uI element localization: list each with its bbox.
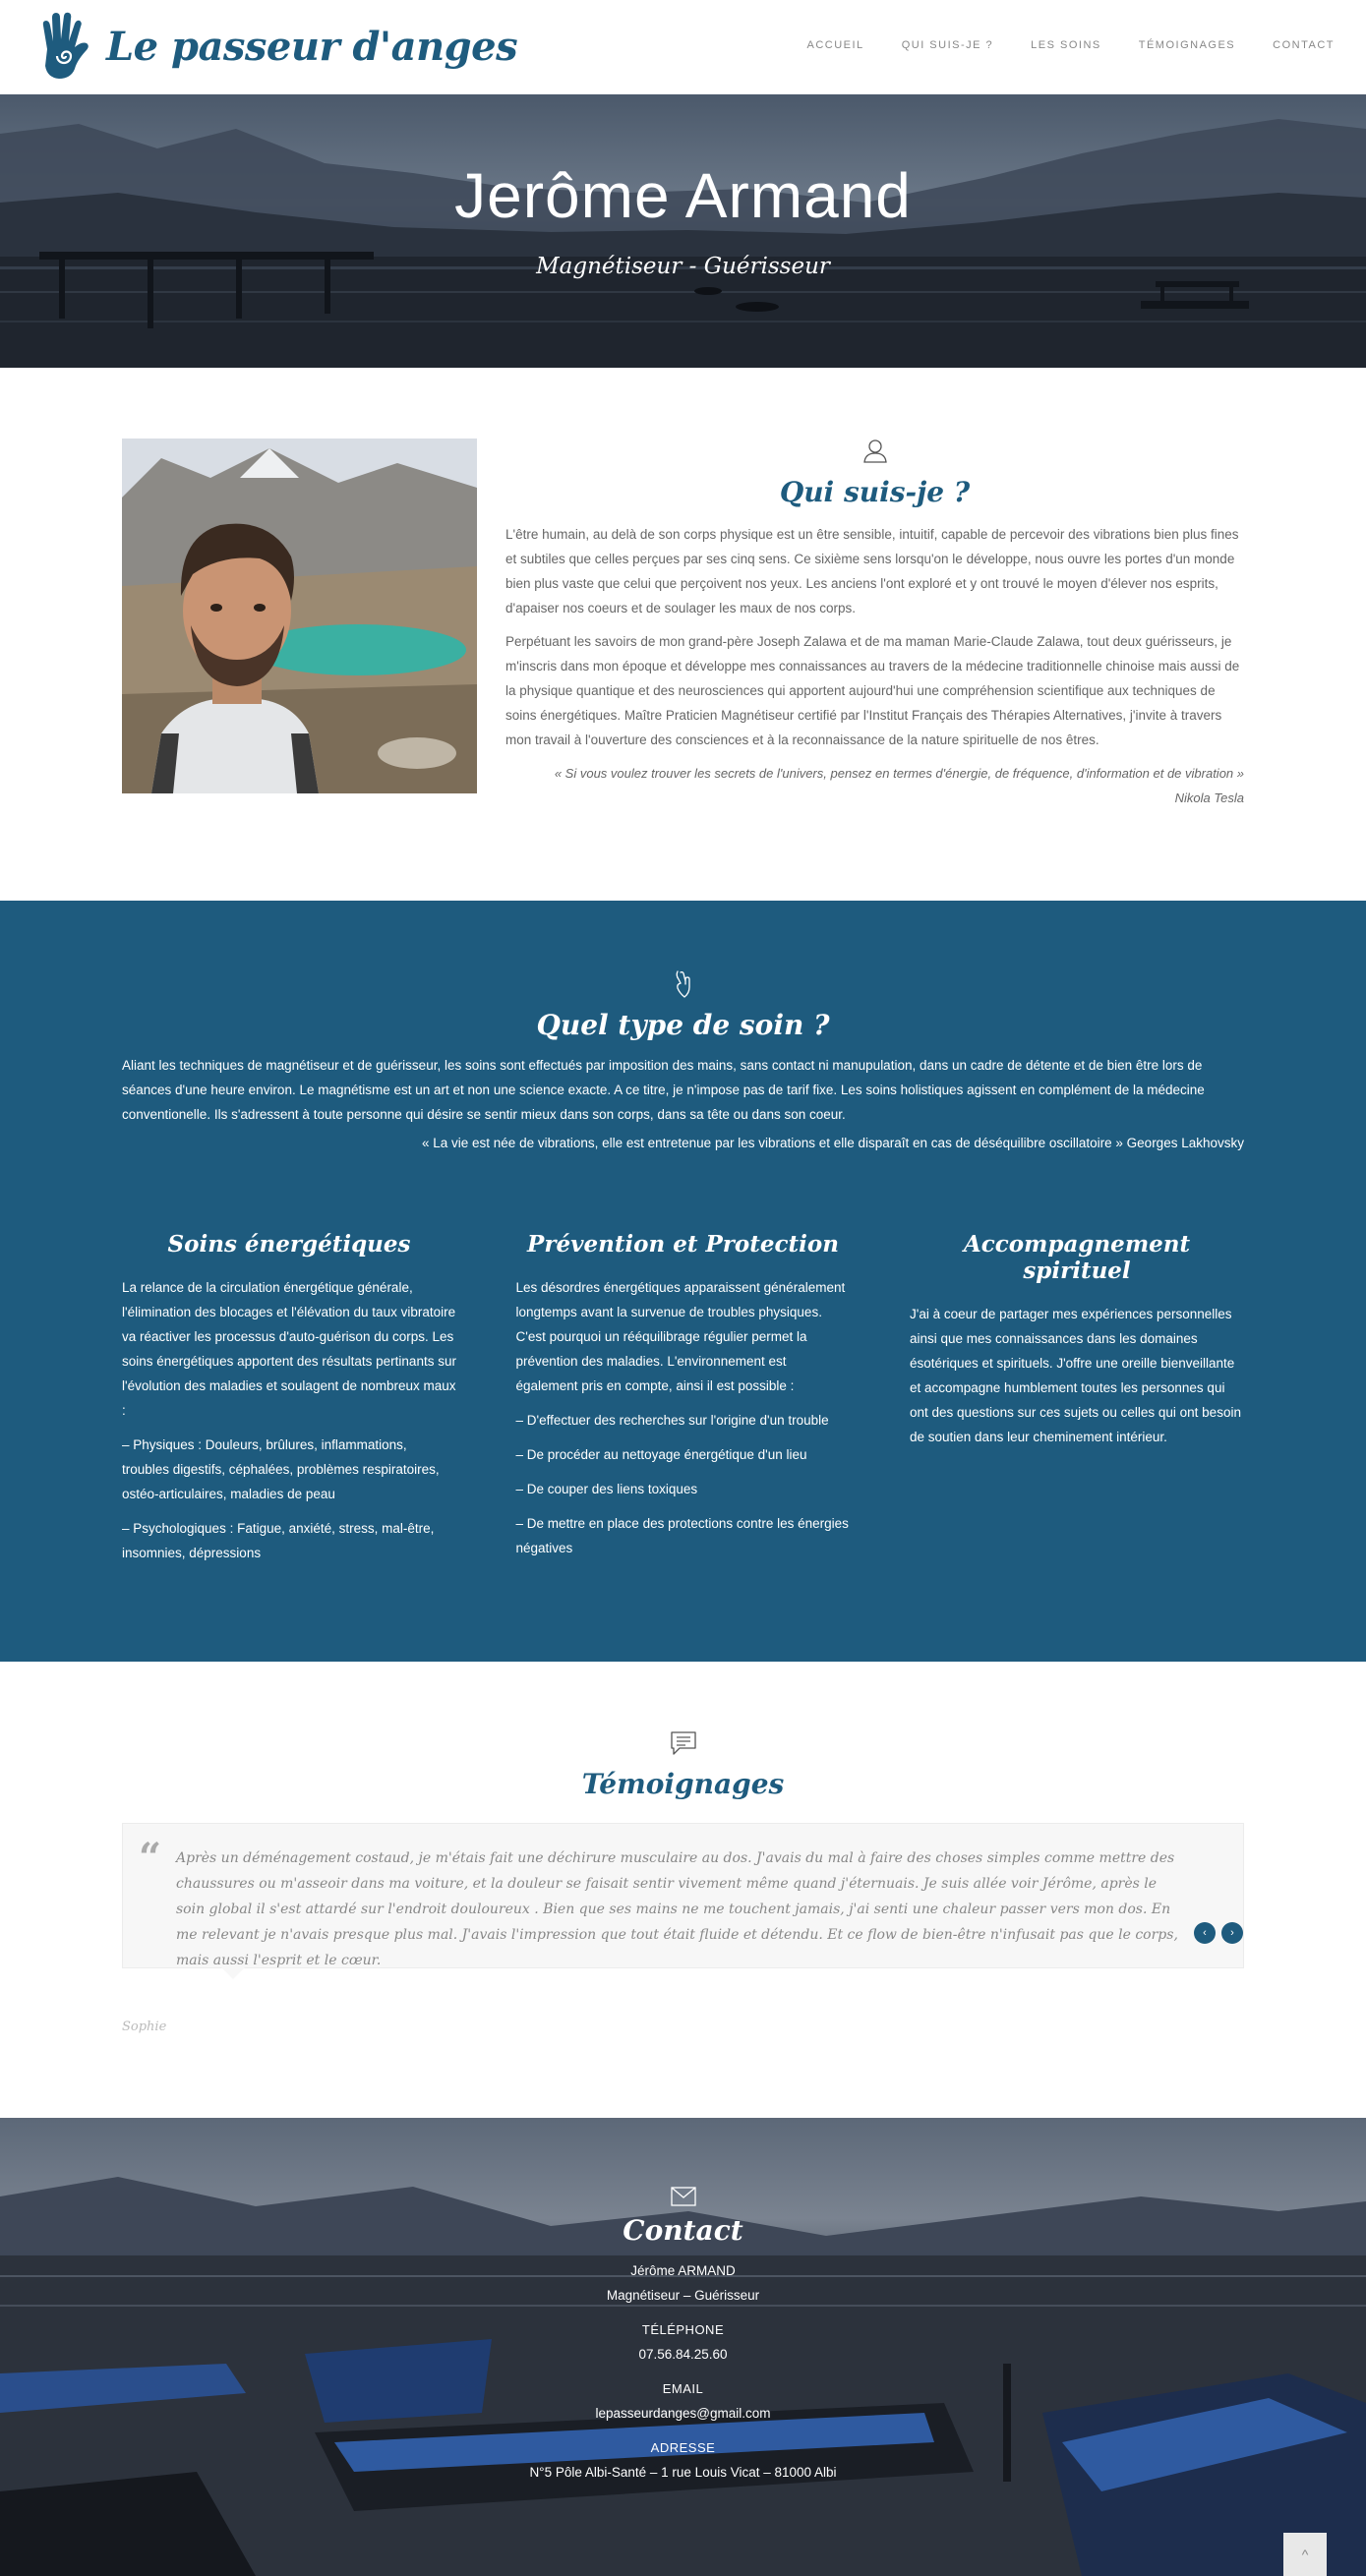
email-value[interactable]: lepasseurdanges@gmail.com (595, 2406, 771, 2421)
prev-arrow-icon[interactable]: ‹ (1194, 1922, 1216, 1944)
menu-item-les-soins[interactable]: LES SOINS (1031, 39, 1101, 51)
hero-subtitle: Magnétiseur - Guérisseur (536, 254, 830, 279)
portrait-photo (122, 439, 477, 793)
testimonial-card (122, 1823, 1244, 1968)
soins-title: Quel type de soin ? (536, 1009, 830, 1041)
column-title: Soins énergétiques (167, 1231, 411, 1258)
soins-intro: Aliant les techniques de magnétiseur et de guérisseur, les soins sont effectués par imposition des mains, sans contact ni manupulation, dans un cadre de détente et de bien être lors de séances d'une heure environ. Le magnétisme est un art et non une science exacte. A ce titre, je n'impose pas de tarif fixe. Les soins holistiques agissent en complément de la médecine conventionelle. Ils s'adressent à toute personne qui désire se sentir mieux dans son corps, dans sa tête ou dans son coeur. (122, 1058, 1205, 1122)
menu-item-accueil[interactable]: ACCUEIL (806, 39, 864, 51)
tesla-quote: « Si vous voulez trouver les secrets de l'univers, pensez en termes d'énergie, de fréquence, d'information et de vibration » (554, 766, 1244, 781)
testimonial-author: Sophie (122, 2020, 167, 2034)
about-section (0, 368, 1366, 901)
testimonials-section (0, 1662, 1366, 2118)
testimonials-title: Témoignages (581, 1768, 785, 1800)
contact-title: Contact (623, 2214, 743, 2247)
quote-mark-icon: “ (139, 1835, 162, 1881)
top-nav (0, 0, 1366, 94)
column-prevention (516, 1231, 851, 1575)
carousel-controls (1194, 1922, 1243, 1944)
portrait-image (122, 439, 477, 793)
column-paragraph: – D'effectuer des recherches sur l'origine d'un trouble (515, 1413, 829, 1428)
phone-value[interactable]: 07.56.84.25.60 (638, 2347, 728, 2362)
about-text-block (505, 437, 1244, 810)
hero-banner (0, 94, 1366, 368)
logo-text: Le passeur d'anges (106, 23, 518, 70)
email-label: EMAIL (662, 2381, 704, 2396)
column-paragraph: J'ai à coeur de partager mes expériences personnelles ainsi que mes connaissances dans les domaines ésotériques et spirituels. J'offre une oreille bienveillante et accompagne humblement toutes les personnes qui ont des questions sur ces sujets ou celles qui ont besoin de soutien dans leur cheminement intérieur. (910, 1307, 1241, 1444)
contact-name: Jérôme ARMAND (630, 2263, 736, 2278)
column-title: Prévention et Protection (527, 1231, 839, 1258)
column-paragraph: Les désordres énergétiques apparaissent généralement longtemps avant la survenue de troubles physiques. C'est pourquoi un rééquilibrage régulier permet la prévention des maladies. L'environnement est également pris en compte, ainsi il est possible : (515, 1280, 846, 1393)
column-paragraph: – De procéder au nettoyage énergétique d'un lieu (515, 1447, 807, 1462)
chat-icon (670, 1730, 697, 1756)
hero-title: Jerôme Armand (454, 160, 912, 231)
column-paragraph: – Physiques : Douleurs, brûlures, inflammations, troubles digestifs, céphalées, problèmes respiratoires, ostéo-articulaires, maladies de peau (122, 1437, 440, 1501)
about-paragraph: L'être humain, au delà de son corps physique est un être sensible, intuitif, capable de percevoir des vibrations bien plus fines et subtiles que celles perçues par ses cinq sens. Ce sixième sens lorsqu'on le développe, nous ouvre les portes d'un monde bien plus vaste que celui que perçoivent nos yeux. Les anciens l'ont exploré et y ont trouvé le moyen d'élever nos esprits, d'apaiser nos coeurs et de soulager les maux de nos corps. (505, 527, 1239, 615)
tesla-quote-author: Nikola Tesla (1174, 790, 1244, 805)
address-label: ADRESSE (650, 2440, 716, 2455)
column-accompagnement (910, 1231, 1244, 1575)
column-soins-energetiques (122, 1231, 456, 1575)
column-title: Accompagnement spirituel (963, 1231, 1191, 1284)
main-menu (807, 39, 1336, 51)
next-arrow-icon[interactable]: › (1221, 1922, 1243, 1944)
menu-item-temoignages[interactable]: TÉMOIGNAGES (1138, 39, 1236, 51)
soins-columns (122, 1231, 1244, 1575)
hand-icon (673, 969, 694, 999)
envelope-icon (671, 2187, 696, 2206)
address-value: N°5 Pôle Albi-Santé – 1 rue Louis Vicat – 81000 Albi (529, 2465, 837, 2480)
hand-logo-icon (37, 12, 92, 81)
column-paragraph: – De couper des liens toxiques (515, 1482, 698, 1496)
user-icon (861, 437, 889, 464)
lakhovsky-quote: « La vie est née de vibrations, elle est entretenue par les vibrations et elle disparaît en cas de déséquilibre oscillatoire » Georges Lakhovsky (422, 1136, 1244, 1150)
soins-section (0, 901, 1366, 1662)
back-to-top-button[interactable]: ^ (1283, 2533, 1327, 2576)
contact-section (0, 2118, 1366, 2576)
column-paragraph: – Psychologiques : Fatigue, anxiété, stress, mal-être, insomnies, dépressions (122, 1521, 435, 1560)
about-title: Qui suis-je ? (779, 476, 971, 508)
testimonial-text: Après un déménagement costaud, je m'étais fait une déchirure musculaire au dos. J'avais du mal à faire des choses simples comme mettre des chaussures ou m'asseoir dans ma voiture, et la douleur se faisait sentir vivement même quand j'éternuais. Je suis allée voir Jérôme, après le soin global il s'est attardé sur l'endroit douloureux . Bien que ses mains ne me touchent jamais, j'ai senti une chaleur passer vers mon dos. En me relevant je n'avais presque plus mal. J'avais l'impression que tout était fluide et détendu. Et ce flow de bien-être n'infusait pas que le corps, mais aussi l'esprit et le cœur. (176, 1850, 1178, 1968)
contact-role: Magnétiseur – Guérisseur (606, 2288, 760, 2303)
contact-block (0, 2187, 1366, 2485)
menu-item-qui-suis-je[interactable]: QUI SUIS-JE ? (901, 39, 994, 51)
menu-item-contact[interactable]: CONTACT (1273, 39, 1335, 51)
phone-label: TÉLÉPHONE (641, 2322, 725, 2337)
about-paragraph: Perpétuant les savoirs de mon grand-père Joseph Zalawa et de ma maman Marie-Claude Zalawa, tout deux guérisseurs, je m'inscris dans mon époque et développe mes connaissances au travers de la médecine traditionnelle chinoise mais aussi de la physique quantique et des neurosciences qui apportent aujourd'hui une compréhension scientifique aux techniques de soins énergétiques. Maître Praticien Magnétiseur certifié par l'Institut Français des Thérapies Alternatives, j'invite à travers mon travail à l'ouverture des consciences et à la reconnaissance de la nature spirituelle de nos êtres. (505, 634, 1240, 747)
logo[interactable] (37, 12, 517, 81)
column-paragraph: – De mettre en place des protections contre les énergies négatives (515, 1516, 849, 1555)
column-paragraph: La relance de la circulation énergétique générale, l'élimination des blocages et l'élévation du taux vibratoire va réactiver les processus d'auto-guérison du corps. Les soins énergétiques apportent des résultats pertinants sur l'évolution des maladies et soulagent de nombreux maux : (122, 1280, 456, 1418)
